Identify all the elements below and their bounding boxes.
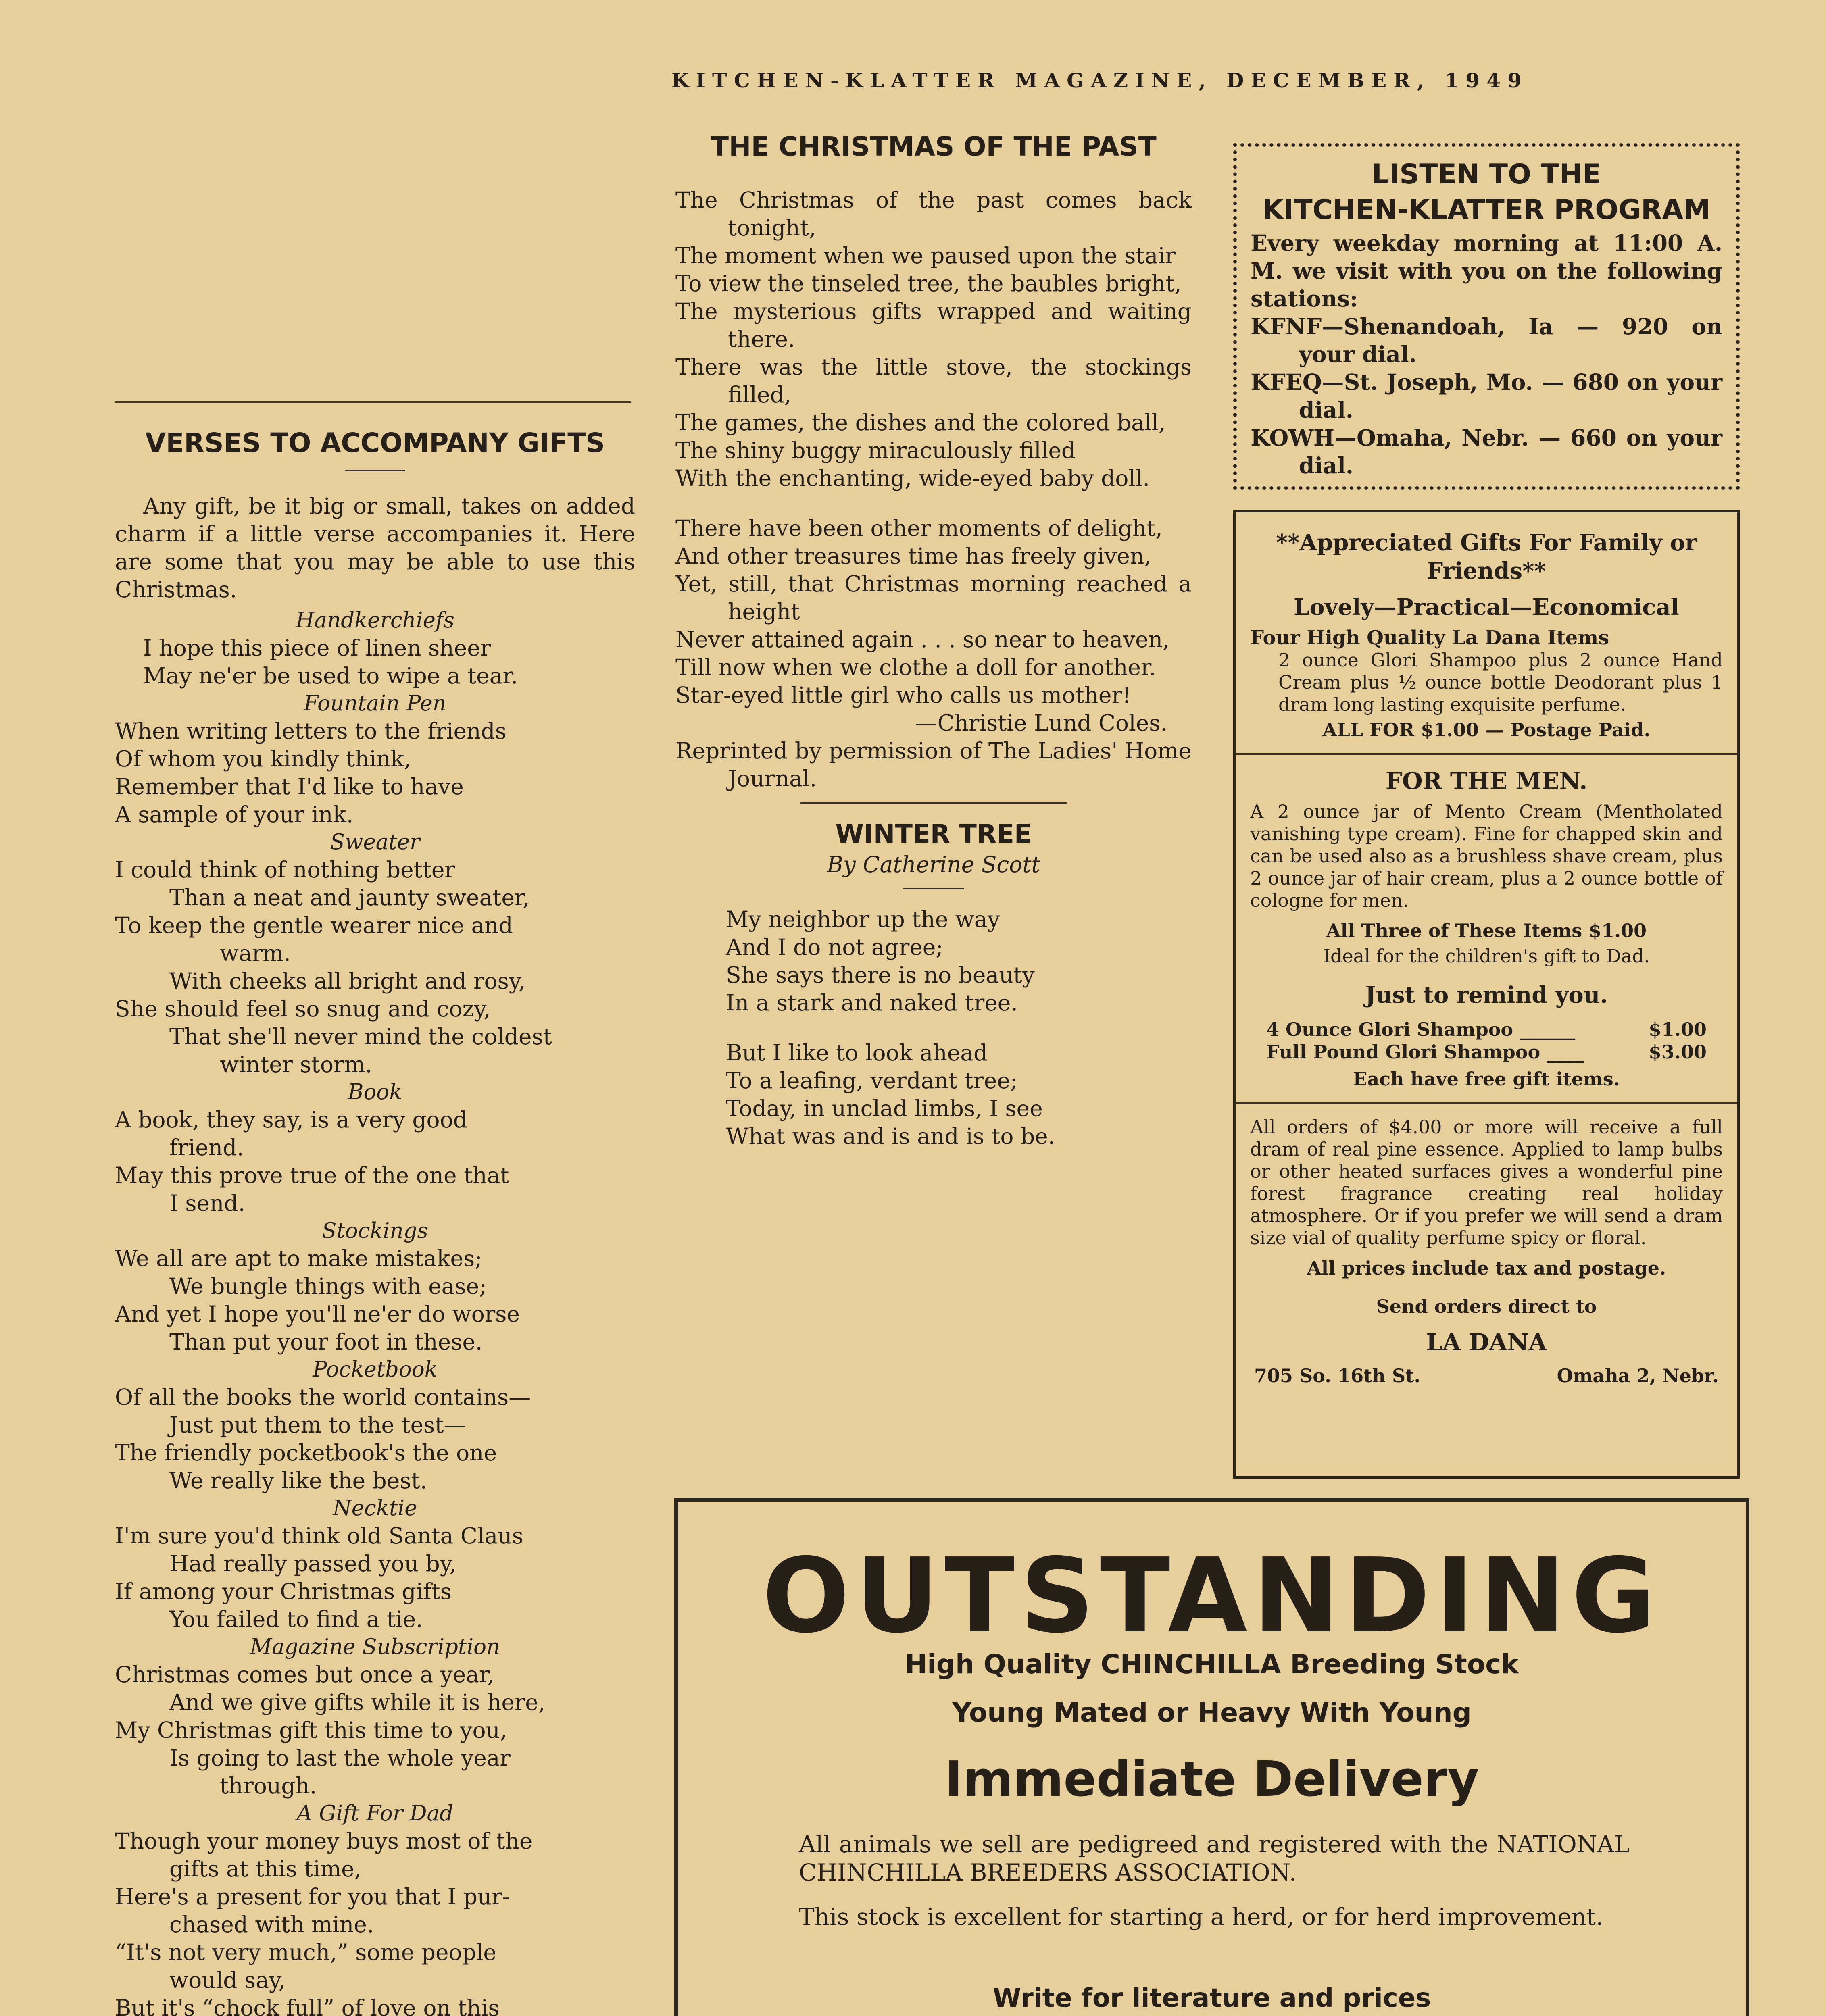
verse-line: And yet I hope you'll ne'er do worse [115, 1301, 520, 1327]
verse-line: would say, [169, 1967, 286, 1993]
poem-line: To a leafing, verdant tree; [726, 1068, 1018, 1093]
verse-line: warm. [220, 940, 291, 966]
company-city: Omaha 2, Nebr. [1557, 1365, 1719, 1387]
verse-line: Had really passed you by, [169, 1551, 457, 1577]
gifts-subheading: Lovely—Practical—Economical [1294, 594, 1679, 621]
verse-line: I'm sure you'd think old Santa Claus [115, 1523, 523, 1549]
verse-line: I hope this piece of linen sheer [143, 635, 491, 661]
remind-title: Just to remind you. [1365, 982, 1608, 1008]
verse-line: And we give gifts while it is here, [169, 1689, 546, 1715]
winter-tree-divider [800, 802, 1067, 804]
verse-line: A sample of your ink. [115, 802, 354, 827]
gifts-divider-1 [1236, 753, 1737, 755]
verse-title: Stockings [322, 1218, 428, 1243]
ad-headline: OUTSTANDING [762, 1536, 1661, 1656]
poem-line: There have been other moments of delight, [675, 515, 1163, 541]
verse-line: Just put them to the test— [169, 1412, 466, 1438]
poem-line: Never attained again . . . so near to heaven, [675, 627, 1170, 652]
poem-line: The Christmas of the past comes back tonight, [675, 187, 1192, 241]
tower-hill-chinchilla-ad [674, 1498, 1749, 2016]
listen-program-box [1233, 143, 1740, 490]
remind-item-1-label: 4 Ounce Glori Shampoo ______ [1266, 1018, 1576, 1040]
christmas-past-author: —Christie Lund Coles. [915, 710, 1167, 736]
poem-line: She says there is no beauty [726, 962, 1035, 988]
verses-title: VERSES TO ACCOMPANY GIFTS [145, 427, 605, 458]
verse-title: Book [348, 1080, 402, 1104]
orders-text: All orders of $4.00 or more will receive a full dram of real pine essence. Applied to lamp bulbs or other heated surfaces gives a wonderful pine forest fragrance creating real holiday atmosphere. Or if you prefer we will send a dram size vial of quality perfume spicy or floral. [1250, 1116, 1723, 1249]
remind-note: Each have free gift items. [1353, 1068, 1620, 1090]
tax-note: All prices include tax and postage. [1307, 1257, 1666, 1279]
verses-article [115, 427, 635, 2016]
verse-line: The friendly pocketbook's the one [115, 1440, 497, 1466]
verse-line: We really like the best. [169, 1468, 427, 1493]
ad-body-1: All animals we sell are pedigreed and registered with the NATIONAL CHINCHILLA BREEDERS ASSOCIATION. [799, 1831, 1630, 1886]
winter-tree-title-rule [903, 888, 964, 889]
christmas-past-article [675, 131, 1192, 1150]
listen-title-line-2: KITCHEN-KLATTER PROGRAM [1262, 194, 1711, 226]
verse-line: That she'll never mind the coldest [169, 1024, 552, 1050]
poem-line: The moment when we paused upon the stair [675, 243, 1176, 269]
ad-delivery: Immediate Delivery [944, 1752, 1479, 1808]
remind-item-2-label: Full Pound Glori Shampoo ____ [1266, 1041, 1584, 1063]
verse-line: chased with mine. [169, 1912, 374, 1937]
poem-line: Star-eyed little girl who calls us mother! [675, 682, 1131, 708]
ad-body-2: This stock is excellent for starting a herd, or for herd improvement. [799, 1903, 1603, 1931]
poem-line: The shiny buggy miraculously filled [675, 437, 1076, 463]
men-price: All Three of These Items $1.00 [1326, 920, 1647, 941]
verse-line: May this prove true of the one that [115, 1162, 509, 1188]
christmas-past-credit: Reprinted by permission of The Ladies' Home Journal. [675, 738, 1192, 791]
ad-line-2: Young Mated or Heavy With Young [952, 1697, 1472, 1728]
verse-line: My Christmas gift this time to you, [115, 1717, 507, 1743]
verse-title: A Gift For Dad [296, 1801, 454, 1826]
poem-line: Yet, still, that Christmas morning reached a height [675, 571, 1192, 625]
christmas-past-stanza-1 [675, 186, 1192, 492]
station-kfeq: KFEQ—St. Joseph, Mo. — 680 on your dial. [1251, 369, 1722, 423]
verse-line: But it's “chock full” of love on this [115, 1995, 500, 2016]
verse-title: Fountain Pen [304, 691, 446, 716]
verse-line: We all are apt to make mistakes; [115, 1245, 482, 1271]
company-street: 705 So. 16th St. [1254, 1365, 1421, 1387]
verse-line: Remember that I'd like to have [115, 774, 464, 800]
winter-tree-title: WINTER TREE [835, 819, 1032, 849]
christmas-past-title: THE CHRISTMAS OF THE PAST [711, 131, 1157, 162]
verse-line: Christmas comes but once a year, [115, 1662, 494, 1687]
verse-line: We bungle things with ease; [169, 1273, 487, 1299]
verse-title: Sweater [330, 830, 420, 854]
verse-line: Though your money buys most of the [115, 1828, 533, 1854]
gifts-items-price: ALL FOR $1.00 — Postage Paid. [1322, 719, 1651, 741]
poem-line: My neighbor up the way [726, 906, 1000, 932]
verse-line: I could think of nothing better [115, 857, 455, 883]
winter-tree-byline: By Catherine Scott [827, 852, 1040, 877]
poem-line: Till now when we clothe a doll for another. [675, 654, 1156, 680]
station-kowh: KOWH—Omaha, Nebr. — 660 on your dial. [1251, 425, 1722, 479]
verse-line: If among your Christmas gifts [115, 1579, 452, 1604]
verse-title: Necktie [333, 1496, 417, 1520]
remind-item-2-price: $3.00 [1648, 1041, 1707, 1063]
send-to: Send orders direct to [1376, 1295, 1597, 1317]
listen-title-line-1: LISTEN TO THE [1372, 158, 1601, 190]
left-column-top-rule [115, 401, 631, 403]
verse-line: Here's a present for you that I pur- [115, 1884, 510, 1910]
ad-write: Write for literature and prices [992, 1983, 1431, 2013]
poem-line: With the enchanting, wide-eyed baby doll. [675, 465, 1150, 491]
verses-title-rule [345, 470, 405, 471]
verse-line: “It's not very much,” some people [115, 1939, 496, 1965]
ad-line-1: High Quality CHINCHILLA Breeding Stock [905, 1649, 1519, 1680]
poem-line: Today, in unclad limbs, I see [726, 1095, 1043, 1121]
verse-line: When writing letters to the friends [115, 718, 507, 744]
gifts-items-text: 2 ounce Glori Shampoo plus 2 ounce Hand Cream plus ½ ounce bottle Deodorant plus 1 dram long lasting exquisite perfume. [1278, 649, 1723, 715]
poem-line: The games, the dishes and the colored ball, [675, 410, 1166, 435]
winter-tree-stanza-2 [675, 1039, 1192, 1150]
company-address [1254, 1364, 1719, 1387]
winter-tree-stanza-1 [675, 906, 1192, 1017]
verse-title: Magazine Subscription [250, 1635, 500, 1659]
gifts-heading: **Appreciated Gifts For Family or Friends** [1276, 529, 1697, 584]
verse-line: winter storm. [220, 1052, 372, 1077]
verse-line: To keep the gentle wearer nice and [115, 912, 513, 938]
verse-line: A book, they say, is a very good [115, 1107, 467, 1133]
verse-line: Of all the books the world contains— [115, 1384, 531, 1410]
verse-line: You failed to find a tie. [169, 1606, 423, 1632]
poem-line: There was the little stove, the stockings filled, [675, 354, 1192, 408]
verse-line: through. [220, 1773, 317, 1799]
poem-line: The mysterious gifts wrapped and waiting there. [675, 298, 1192, 352]
magazine-header: KITCHEN-KLATTER MAGAZINE, DECEMBER, 1949 [671, 69, 1528, 92]
station-kfnf: KFNF—Shenandoah, Ia — 920 on your dial. [1251, 313, 1722, 367]
la-dana-gifts-ad [1233, 510, 1740, 1479]
company-name: LA DANA [1426, 1329, 1547, 1356]
poem-line: To view the tinseled tree, the baubles bright, [675, 271, 1182, 296]
men-title: FOR THE MEN. [1385, 767, 1588, 795]
christmas-past-stanza-2 [675, 514, 1192, 709]
verse-title: Pocketbook [313, 1357, 438, 1382]
verse-line: I send. [169, 1190, 246, 1216]
poem-line: But I like to look ahead [726, 1040, 988, 1066]
remind-item-1-price: $1.00 [1648, 1018, 1707, 1040]
poem-line: What was and is and is to be. [726, 1123, 1055, 1149]
verse-line: With cheeks all bright and rosy, [169, 968, 526, 994]
verse-line: May ne'er be used to wipe a tear. [143, 663, 518, 689]
verses-list [115, 607, 635, 2016]
verses-intro: Any gift, be it big or small, takes on added charm if a little verse accompanies it. Here are some that you may be able to use this Christmas. [115, 493, 635, 602]
verse-line: Than a neat and jaunty sweater, [169, 885, 530, 910]
remind-item-1 [1266, 1018, 1707, 1041]
verse-line: Of whom you kindly think, [115, 746, 411, 772]
gifts-items-title: Four High Quality La Dana Items [1250, 627, 1609, 649]
listen-intro: Every weekday morning at 11:00 A. M. we visit with you on the following stations: [1251, 230, 1722, 312]
verse-line: She should feel so snug and cozy, [115, 996, 491, 1022]
verse-line: Than put your foot in these. [169, 1329, 483, 1355]
verse-line: Is going to last the whole year [169, 1745, 511, 1771]
men-note: Ideal for the children's gift to Dad. [1323, 945, 1650, 967]
verse-title: Handkerchiefs [296, 608, 454, 633]
poem-line: In a stark and naked tree. [726, 990, 1018, 1016]
remind-item-2 [1266, 1041, 1707, 1063]
men-text: A 2 ounce jar of Mento Cream (Mentholated vanishing type cream). Fine for chapped skin and can be used also as a brushless shave cream, plus 2 ounce jar of hair cream, plus a 2 ounce bottle of cologne for men. [1250, 801, 1723, 911]
verse-line: gifts at this time, [169, 1856, 362, 1882]
poem-line: And other treasures time has freely given, [675, 543, 1151, 569]
verse-line: friend. [169, 1135, 244, 1160]
gifts-divider-2 [1236, 1102, 1737, 1104]
poem-line: And I do not agree; [726, 934, 943, 960]
